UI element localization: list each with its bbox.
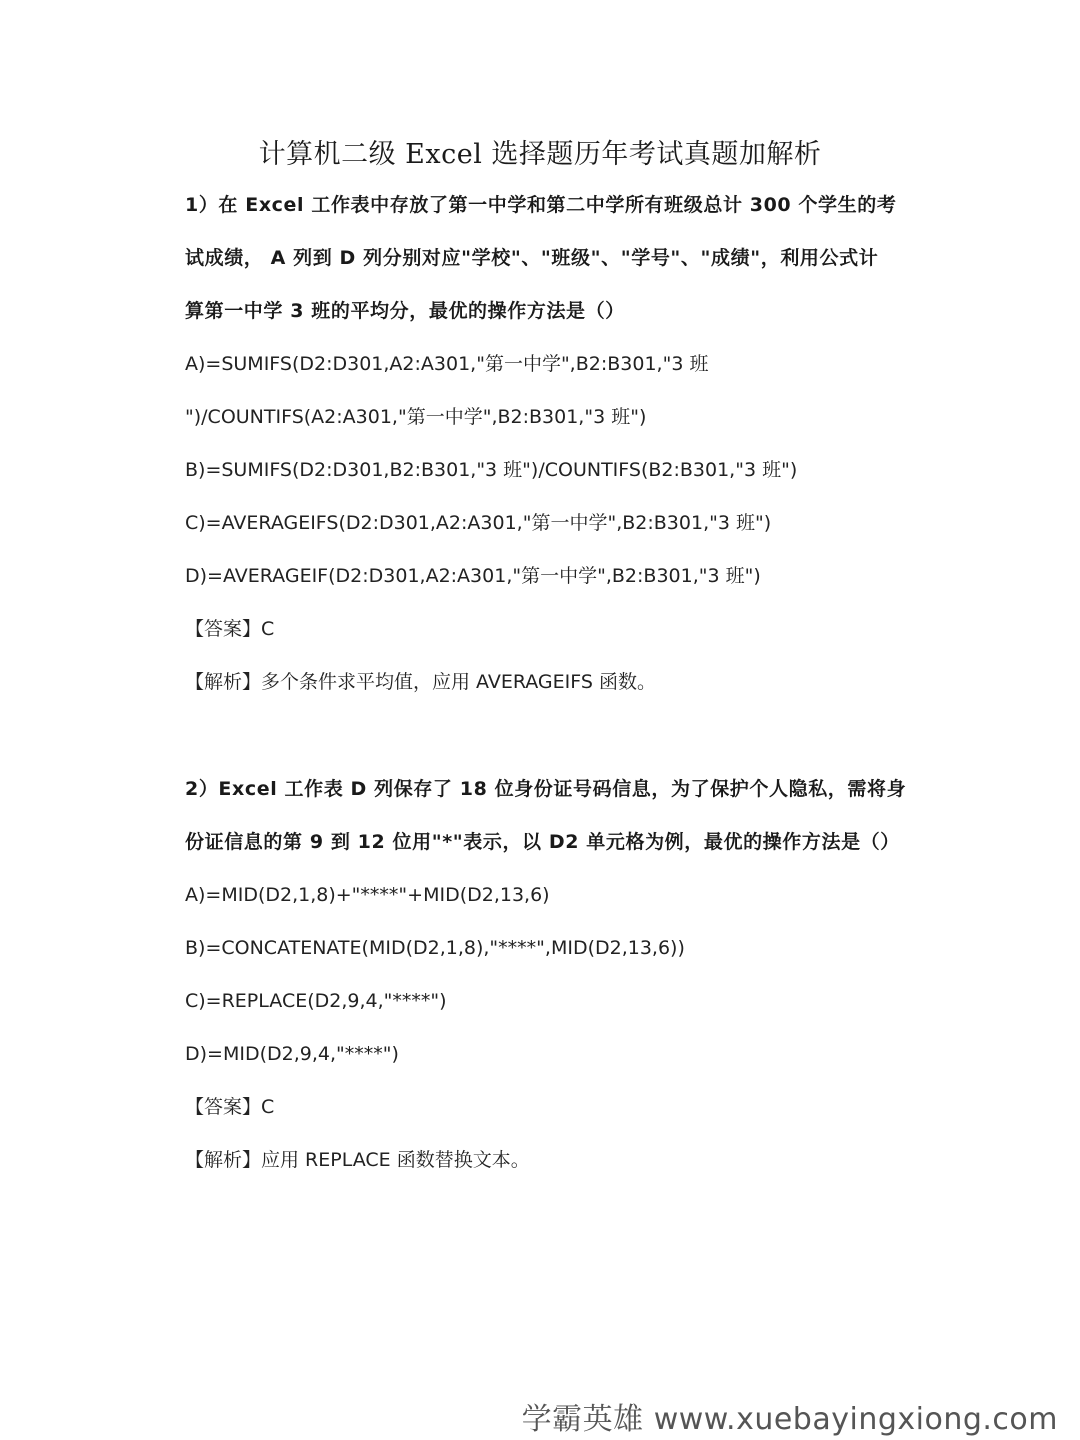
- option-c: C)=REPLACE(D2,9,4,"****"): [185, 990, 447, 1012]
- question-2: [185, 771, 905, 1195]
- option-c: C)=AVERAGEIFS(D2:D301,A2:A301,"第一中学",B2:B301,"3 班"): [185, 512, 772, 534]
- question-stem-line: 1）在 Excel 工作表中存放了第一中学和第二中学所有班级总计 300 个学生的考: [185, 194, 897, 216]
- spacer: [185, 717, 905, 771]
- option-b: B)=CONCATENATE(MID(D2,1,8),"****",MID(D2,13,6)): [185, 937, 685, 959]
- analysis: 【解析】多个条件求平均值，应用 AVERAGEIFS 函数。: [185, 671, 656, 693]
- answer: 【答案】C: [185, 618, 275, 640]
- question-1: [185, 187, 905, 717]
- option-d: D)=AVERAGEIF(D2:D301,A2:A301,"第一中学",B2:B301,"3 班"): [185, 565, 761, 587]
- site-watermark: 学霸英雄 www.xuebayingxiong.com: [521, 1402, 1058, 1437]
- question-stem-line: 份证信息的第 9 到 12 位用"*"表示，以 D2 单元格为例，最优的操作方法是（）: [185, 831, 900, 853]
- question-stem-line: 2）Excel 工作表 D 列保存了 18 位身份证号码信息，为了保护个人隐私，需将身: [185, 778, 907, 800]
- option-b: B)=SUMIFS(D2:D301,B2:B301,"3 班")/COUNTIFS(B2:B301,"3 班"): [185, 459, 798, 481]
- answer: 【答案】C: [185, 1096, 275, 1118]
- analysis: 【解析】应用 REPLACE 函数替换文本。: [185, 1149, 530, 1171]
- option-a-line-1: A)=SUMIFS(D2:D301,A2:A301,"第一中学",B2:B301,"3 班: [185, 353, 709, 375]
- document-body: [185, 187, 905, 1195]
- question-stem-line: 算第一中学 3 班的平均分，最优的操作方法是（）: [185, 300, 625, 322]
- question-stem-line: 试成绩， A 列到 D 列分别对应"学校"、"班级"、"学号"、"成绩"，利用公式计: [185, 247, 879, 269]
- option-a-line-2: ")/COUNTIFS(A2:A301,"第一中学",B2:B301,"3 班"): [185, 406, 647, 428]
- option-a: A)=MID(D2,1,8)+"****"+MID(D2,13,6): [185, 884, 550, 906]
- document-title: 计算机二级 Excel 选择题历年考试真题加解析: [258, 139, 822, 170]
- option-d: D)=MID(D2,9,4,"****"): [185, 1043, 399, 1065]
